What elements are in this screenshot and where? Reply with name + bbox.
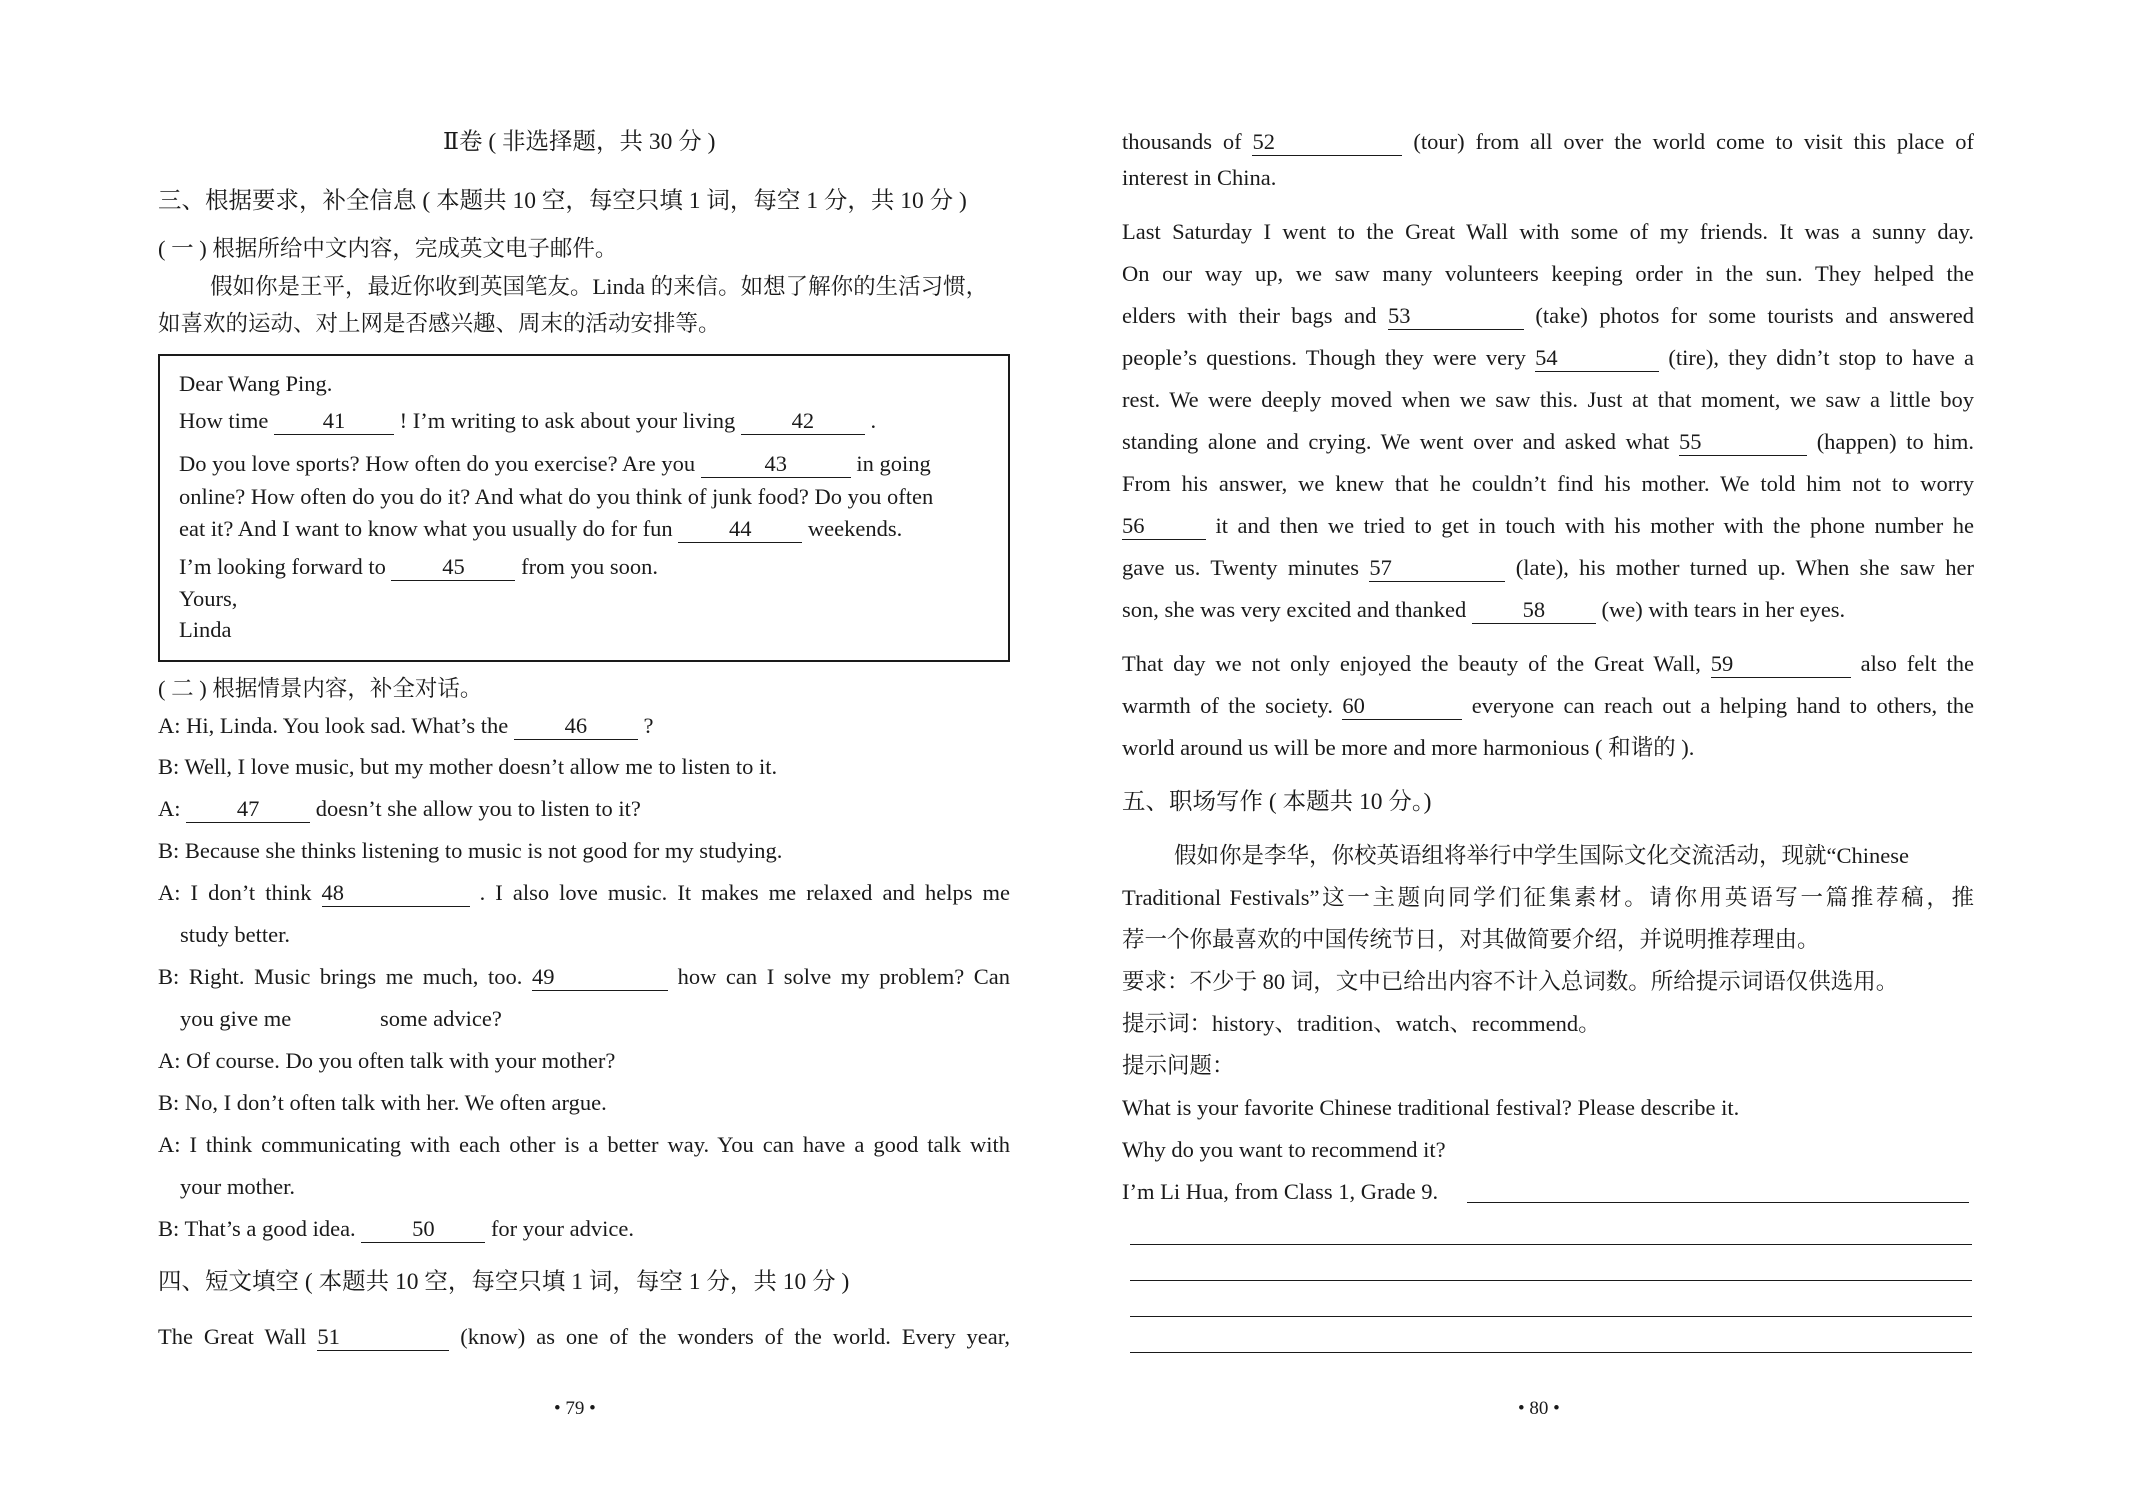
passage-text: (take) photos for some tourists and answered — [1535, 303, 1975, 328]
passage-text: thousands of — [1122, 129, 1242, 154]
blank-56[interactable]: 56 — [1122, 513, 1206, 540]
writing-requirement: 要求：不少于 80 词，文中已给出内容不计入总词数。所给提示词语仅供选用。 — [1122, 969, 1899, 994]
right-page — [1122, 0, 1974, 1508]
part2-label: ( 二 ) 根据情景内容，补全对话。 — [158, 676, 483, 701]
writing-instruction-3: 荐一个你最喜欢的中国传统节日，对其做简要介绍，并说明推荐理由。 — [1122, 927, 1820, 952]
email-text: ! I’m writing to ask about your living — [399, 408, 736, 433]
section3-heading: 三、根据要求，补全信息 ( 本题共 10 空，每空只填 1 词，每空 1 分，共 10 分 ) — [158, 188, 967, 214]
blank-52[interactable]: 52 — [1252, 129, 1402, 156]
writing-start: I’m Li Hua, from Class 1, Grade 9. — [1122, 1179, 1439, 1204]
blank-54[interactable]: 54 — [1535, 345, 1659, 372]
dialog-line-4: B: Because she thinks listening to music is not good for my studying. — [158, 838, 783, 863]
email-text: in going — [856, 451, 931, 476]
passage-line-14 — [1122, 649, 1974, 679]
blank-53[interactable]: 53 — [1388, 303, 1524, 330]
blank-49[interactable]: 49 — [532, 964, 668, 991]
blank-46[interactable]: 46 — [514, 713, 638, 740]
hint-questions-label: 提示问题： — [1122, 1053, 1235, 1078]
passage-text: people’s questions. Though they were very — [1122, 345, 1526, 370]
passage-text: everyone can reach out a helping hand to others, the — [1471, 693, 1974, 718]
blank-57[interactable]: 57 — [1369, 555, 1505, 582]
dialog-text: for your advice. — [490, 1216, 635, 1241]
section4-heading: 四、短文填空 ( 本题共 10 空，每空只填 1 词，每空 1 分，共 10 分 ) — [158, 1269, 850, 1295]
email-line3: online? How often do you do it? And what do you think of junk food? Do you often — [179, 484, 934, 509]
writing-line-3[interactable] — [1130, 1280, 1972, 1281]
dialog-line-1 — [158, 711, 653, 741]
passage-line-7 — [1122, 343, 1974, 373]
blank-51[interactable]: 51 — [317, 1324, 449, 1351]
passage-text: (tour) from all over the world come to visit this place of — [1413, 129, 1974, 154]
email-text: weekends. — [807, 516, 903, 541]
blank-42[interactable]: 42 — [741, 408, 865, 435]
dialog-line-5 — [158, 878, 1010, 908]
dialog-text: ? — [643, 713, 654, 738]
hint-question-1: What is your favorite Chinese traditional festival? Please describe it. — [1122, 1095, 1740, 1120]
email-line1 — [179, 406, 876, 436]
passage-line-15 — [1122, 691, 1974, 721]
passage-text: (happen) to him. — [1816, 429, 1975, 454]
email-line4 — [179, 514, 902, 544]
passage-text: (we) with tears in her eyes. — [1601, 597, 1846, 622]
passage-text: also felt the — [1860, 651, 1975, 676]
writing-line-4[interactable] — [1130, 1316, 1972, 1317]
email-text: from you soon. — [521, 554, 658, 579]
dialog-text: B: Right. Music brings me much, too. — [158, 964, 523, 989]
passage-line-9 — [1122, 427, 1974, 457]
email-text: I’m looking forward to — [179, 554, 386, 579]
passage-line-4: Last Saturday I went to the Great Wall with some of my friends. It was a sunny day. — [1122, 219, 1974, 244]
writing-line-5[interactable] — [1130, 1352, 1972, 1353]
blank-60[interactable]: 60 — [1342, 693, 1462, 720]
passage-line-10: From his answer, we knew that he couldn’t find his mother. We told him not to worry — [1122, 471, 1974, 496]
dialog-line-6-cont2: some advice? — [380, 1006, 502, 1031]
email-closing: Yours, — [179, 586, 238, 611]
email-line5 — [179, 552, 658, 582]
blank-44[interactable]: 44 — [678, 516, 802, 543]
dialog-text: how can I solve my problem? Can — [677, 964, 1011, 989]
passage-text: (know) as one of the wonders of the world. Every year, — [460, 1324, 1010, 1349]
section5-heading: 五、职场写作 ( 本题共 10 分。) — [1122, 789, 1432, 815]
dialog-line-7: A: Of course. Do you often talk with your mother? — [158, 1048, 616, 1073]
hint-question-2: Why do you want to recommend it? — [1122, 1137, 1446, 1162]
passage-text: The Great Wall — [158, 1324, 307, 1349]
passage-text: warmth of the society. — [1122, 693, 1333, 718]
part1-label: ( 一 ) 根据所给中文内容，完成英文电子邮件。 — [158, 236, 618, 261]
email-greeting: Dear Wang Ping. — [179, 371, 333, 396]
passage-text: son, she was very excited and thanked — [1122, 597, 1467, 622]
writing-line-2[interactable] — [1130, 1244, 1972, 1245]
passage-line-16: world around us will be more and more harmonious ( 和谐的 ). — [1122, 735, 1695, 760]
dialog-line-5-cont: study better. — [180, 922, 290, 947]
dialog-text: A: — [158, 796, 181, 821]
email-signature: Linda — [179, 617, 232, 642]
dialog-text: doesn’t she allow you to listen to it? — [315, 796, 641, 821]
page-number-80: • 80 • — [1518, 1398, 1560, 1419]
left-page — [158, 0, 1010, 1508]
page-title: Ⅱ卷 ( 非选择题，共 30 分 ) — [443, 129, 716, 155]
blank-41[interactable]: 41 — [274, 408, 394, 435]
passage-text: (tire), they didn’t stop to have a — [1668, 345, 1974, 370]
dialog-line-8: B: No, I don’t often talk with her. We often argue. — [158, 1090, 607, 1115]
passage-line-2 — [1122, 127, 1974, 157]
passage-text: gave us. Twenty minutes — [1122, 555, 1360, 580]
passage-line-8: rest. We were deeply moved when we saw this. Just at that moment, we saw a little boy — [1122, 387, 1974, 412]
blank-50[interactable]: 50 — [361, 1216, 485, 1243]
blank-43[interactable]: 43 — [701, 451, 851, 478]
dialog-line-6-cont: you give me — [180, 1006, 292, 1031]
dialog-text: A: Hi, Linda. You look sad. What’s the — [158, 713, 509, 738]
passage-text: elders with their bags and — [1122, 303, 1377, 328]
dialog-line-2: B: Well, I love music, but my mother doesn’t allow me to listen to it. — [158, 754, 778, 779]
writing-instruction-2: Traditional Festivals”这一主题向同学们征集素材。请你用英语写一篇推荐稿，推 — [1122, 885, 1974, 910]
part1-instruction-line1: 假如你是王平，最近你收到英国笔友。Linda 的来信。如想了解你的生活习惯， — [210, 274, 989, 299]
email-text: . — [870, 408, 877, 433]
passage-text: it and then we tried to get in touch with his mother with the phone number he — [1215, 513, 1975, 538]
dialog-line-10 — [158, 1214, 634, 1244]
writing-instruction-1: 假如你是李华，你校英语组将举行中学生国际文化交流活动，现就“Chinese — [1174, 843, 1909, 868]
part1-instruction-line2: 如喜欢的运动、对上网是否感兴趣、周末的活动安排等。 — [158, 311, 721, 336]
dialog-text: B: That’s a good idea. — [158, 1216, 356, 1241]
hint-words: 提示词：history、tradition、watch、recommend。 — [1122, 1011, 1601, 1036]
dialog-text: A: I don’t think — [158, 880, 312, 905]
passage-line-12 — [1122, 553, 1974, 583]
passage-text: (late), his mother turned up. When she saw her — [1515, 555, 1975, 580]
dialog-text: . I also love music. It makes me relaxed and helps me — [479, 880, 1011, 905]
email-text: Do you love sports? How often do you exercise? Are you — [179, 451, 696, 476]
passage-line-6 — [1122, 301, 1974, 331]
passage-text: standing alone and crying. We went over and asked what — [1122, 429, 1670, 454]
passage-line-3: interest in China. — [1122, 165, 1277, 190]
blank-58[interactable]: 58 — [1472, 597, 1596, 624]
passage-line-1 — [158, 1322, 1010, 1352]
dialog-line-9-cont: your mother. — [180, 1174, 295, 1199]
blank-48[interactable]: 48 — [322, 880, 470, 907]
passage-line-5: On our way up, we saw many volunteers keeping order in the sun. They helped the — [1122, 261, 1974, 286]
dialog-line-6 — [158, 962, 1010, 992]
blank-45[interactable]: 45 — [391, 554, 515, 581]
page-number-79: • 79 • — [554, 1398, 596, 1419]
dialog-line-9: A: I think communicating with each other is a better way. You can have a good talk with — [158, 1132, 1010, 1157]
blank-47[interactable]: 47 — [186, 796, 310, 823]
email-text: How time — [179, 408, 269, 433]
email-text: eat it? And I want to know what you usually do for fun — [179, 516, 673, 541]
passage-line-13 — [1122, 595, 1845, 625]
blank-55[interactable]: 55 — [1679, 429, 1807, 456]
email-line2 — [179, 449, 931, 479]
dialog-line-3 — [158, 794, 641, 824]
writing-line-1[interactable] — [1467, 1202, 1969, 1203]
blank-59[interactable]: 59 — [1711, 651, 1851, 678]
passage-text: That day we not only enjoyed the beauty of the Great Wall, — [1122, 651, 1701, 676]
passage-line-11 — [1122, 511, 1974, 541]
